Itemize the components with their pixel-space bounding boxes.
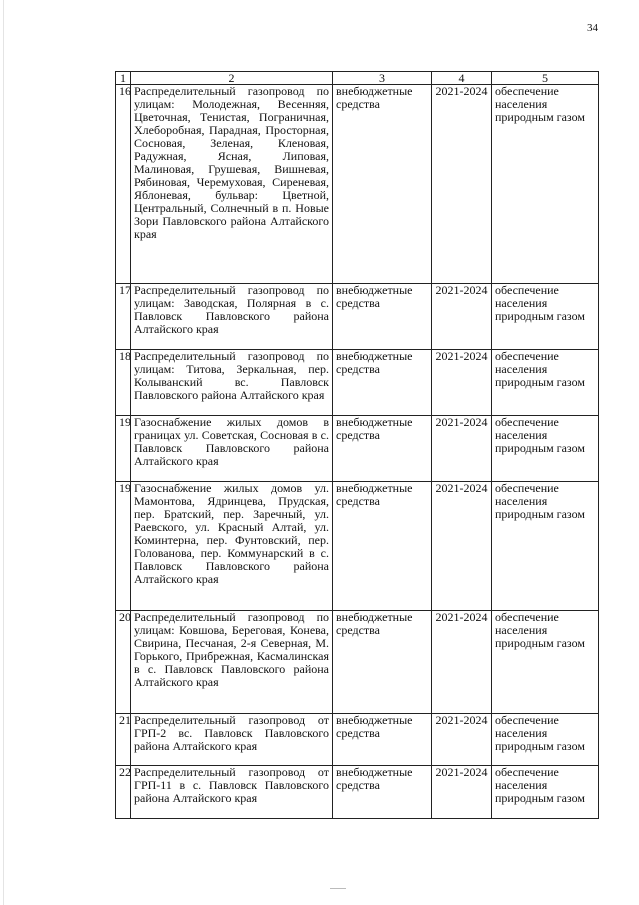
row-number: 19 — [116, 482, 131, 611]
object-name: Распределительный газопровод от ГРП-2 вс. Павловск Павловского района Алтайского края — [131, 714, 333, 766]
table-row — [116, 284, 599, 350]
table-row — [116, 482, 599, 611]
row-number: 16 — [116, 85, 131, 284]
expected-result: обеспечение населения природным газом — [492, 714, 599, 766]
table-row — [116, 714, 599, 766]
table-row — [116, 350, 599, 416]
funding-source: внебюджетные средства — [333, 611, 432, 714]
implementation-years: 2021-2024 — [432, 85, 492, 284]
funding-source: внебюджетные средства — [333, 350, 432, 416]
object-name: Распределительный газопровод по улицам: Заводская, Полярная в с. Павловск Павловского района Алтайского края — [131, 284, 333, 350]
expected-result: обеспечение населения природным газом — [492, 284, 599, 350]
funding-source: внебюджетные средства — [333, 714, 432, 766]
expected-result: обеспечение населения природным газом — [492, 350, 599, 416]
column-header-2: 2 — [131, 72, 333, 85]
header-row — [116, 72, 599, 85]
funding-source: внебюджетные средства — [333, 482, 432, 611]
row-number: 18 — [116, 350, 131, 416]
object-name: Газоснабжение жилых домов ул. Мамонтова, Ядринцева, Прудская, пер. Братский, пер. Заречный, ул. Раевского, ул. Красный Алтай, ул. Коминтерна, пер. Фунтовский, пер. Голованова, пер. Коммунарский в с. Павловск Павловского района Алтайского края — [131, 482, 333, 611]
row-number: 19 — [116, 416, 131, 482]
page-number: 34 — [587, 22, 598, 34]
funding-source: внебюджетные средства — [333, 766, 432, 819]
expected-result: обеспечение населения природным газом — [492, 766, 599, 819]
implementation-years: 2021-2024 — [432, 416, 492, 482]
expected-result: обеспечение населения природным газом — [492, 482, 599, 611]
row-number: 20 — [116, 611, 131, 714]
table-row — [116, 611, 599, 714]
gasification-table — [115, 71, 599, 819]
expected-result: обеспечение населения природным газом — [492, 611, 599, 714]
row-number: 17 — [116, 284, 131, 350]
table-row — [116, 416, 599, 482]
implementation-years: 2021-2024 — [432, 350, 492, 416]
implementation-years: 2021-2024 — [432, 714, 492, 766]
object-name: Распределительный газопровод по улицам: Молодежная, Весенняя, Цветочная, Тенистая, Пограничная, Хлеборобная, Парадная, Просторная, Сосновая, Зеленая, Кленовая, Радужная, Ясная, Липовая, Малиновая, Грушевая, Вишневая, Рябиновая, Черемуховая, Сиреневая, Яблоневая, бульвар: Цветной, Центральный, Солнечный в п. Новые Зори Павловского района Алтайского края — [131, 85, 333, 284]
column-header-1: 1 — [116, 72, 131, 85]
column-header-3: 3 — [333, 72, 432, 85]
expected-result: обеспечение населения природным газом — [492, 416, 599, 482]
implementation-years: 2021-2024 — [432, 766, 492, 819]
object-name: Распределительный газопровод по улицам: Ковшова, Береговая, Конева, Свирина, Песчаная, 2-я Северная, М. Горького, Прибрежная, Касмалинская в с. Павловск Павловского района Алтайского края — [131, 611, 333, 714]
table-body — [116, 85, 599, 819]
implementation-years: 2021-2024 — [432, 482, 492, 611]
object-name: Распределительный газопровод от ГРП-11 в с. Павловск Павловского района Алтайского края — [131, 766, 333, 819]
expected-result: обеспечение населения природным газом — [492, 85, 599, 284]
scan-edge-line — [3, 0, 4, 905]
implementation-years: 2021-2024 — [432, 284, 492, 350]
funding-source: внебюджетные средства — [333, 85, 432, 284]
column-header-5: 5 — [492, 72, 599, 85]
table-row — [116, 85, 599, 284]
table-header — [116, 72, 599, 85]
implementation-years: 2021-2024 — [432, 611, 492, 714]
column-header-4: 4 — [432, 72, 492, 85]
funding-source: внебюджетные средства — [333, 284, 432, 350]
object-name: Распределительный газопровод по улицам: Титова, Зеркальная, пер. Колыванский вс. Павловск Павловского района Алтайского края — [131, 350, 333, 416]
table-row — [116, 766, 599, 819]
object-name: Газоснабжение жилых домов в границах ул. Советская, Сосновая в с. Павловск Павловского района Алтайского края — [131, 416, 333, 482]
row-number: 21 — [116, 714, 131, 766]
funding-source: внебюджетные средства — [333, 416, 432, 482]
scan-artifact — [330, 888, 346, 889]
row-number: 22 — [116, 766, 131, 819]
